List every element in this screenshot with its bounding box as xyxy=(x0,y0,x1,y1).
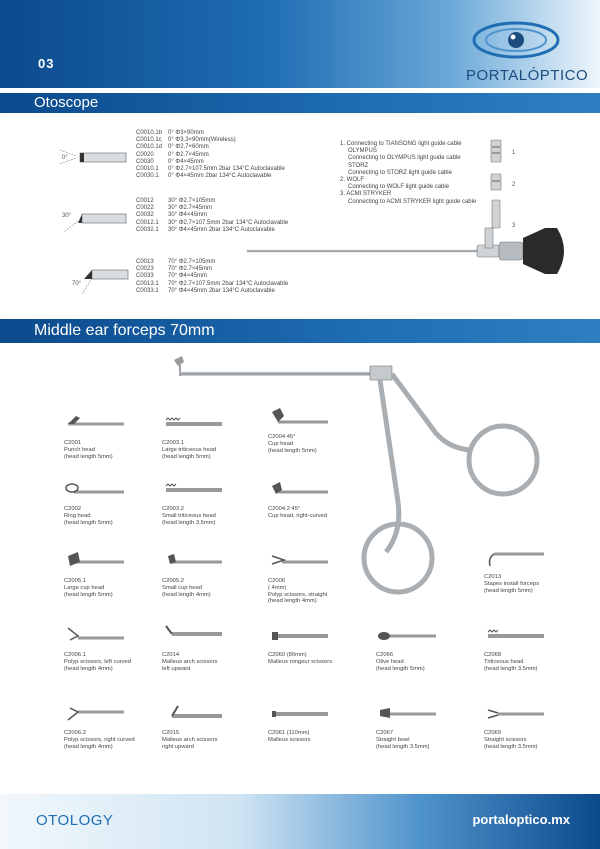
spec-line: C0010.1c 0° Φ3.3×90mm(Wireless) xyxy=(136,137,236,144)
spec-line: C0013 70° Φ2.7×105mm xyxy=(136,259,216,265)
page-footer xyxy=(0,794,600,849)
olive-head-forceps-icon xyxy=(376,622,438,648)
angle-70-label: 70° xyxy=(72,281,82,287)
spec-line: C0010.1d 0° Φ2.7×60mm xyxy=(136,144,209,151)
ring-head-forceps-icon xyxy=(64,476,126,502)
large-cup-forceps-icon xyxy=(64,548,126,574)
spec-line: C0012 30° Φ2.7×105mm xyxy=(136,198,216,204)
spec-line: C0010.1 0° Φ2.7×107.5mm 2bar 134°C Autoclavable xyxy=(136,166,285,173)
forceps-item: C2067 Straight bowl (head length 3.5mm) xyxy=(376,700,486,750)
small-triticeous-forceps-icon xyxy=(162,476,224,502)
connector-list: 1. Connecting to TIANSONG light guide cable OLYMPUS Connecting to OLYMPUS light guide cable STORZ Connecting to STORZ light guide cable 2. WOLF Connecting to WOLF light guide cable 3. ACMI STRYKER Connecting to ACMI STRYKER light guide cable xyxy=(340,141,477,205)
forceps-item: C2003.2 Small triticeous head (head length 3.5mm) xyxy=(162,476,272,526)
straight-bowl-forceps-icon xyxy=(376,700,438,726)
forceps-item: C2003.1 Large triticeous head (head length 5mm) xyxy=(162,410,272,460)
small-cup-forceps-icon xyxy=(162,548,224,574)
spec-line: C0030 0° Φ4×45mm xyxy=(136,158,204,165)
forceps-item: C2060 (80mm) Malleus rongeur scissors xyxy=(268,622,378,666)
spec-line: C0033.1 70° Φ4×45mm 2bar 134°C Autoclavable xyxy=(136,287,275,294)
forceps-item: C2061 (110mm) Malleus scissors xyxy=(268,700,378,744)
malleus-rongeur-icon xyxy=(268,622,330,648)
forceps-item: C2015 Malleus arch scissors right upward xyxy=(162,700,272,750)
polyp-scissors-left-icon xyxy=(64,622,126,648)
forceps-item: C2066 Olive head (head length 5mm) xyxy=(376,622,486,672)
spec-line: C0033 70° Φ4×45mm xyxy=(136,273,208,280)
spec-line: C0013.1 70° Φ2.7×107.5mm 2bar 134°C Autoclavable xyxy=(136,280,289,287)
forceps-item: C2069 Straight scissors (head length 3.5mm) xyxy=(484,700,594,750)
forceps-item: C2004.2 45° Cup head, right-curved xyxy=(268,476,378,520)
forceps-item: C2001 Punch head (head length 5mm) xyxy=(64,410,174,460)
forceps-section-title: Middle ear forceps 70mm xyxy=(0,319,600,343)
connector-number-2: 2 xyxy=(512,182,516,188)
forceps-item: C2005.1 Large cup head (head length 5mm) xyxy=(64,548,174,598)
forceps-item: C2006.1 Polyp scissors, left curved (head length 4mm) xyxy=(64,622,174,672)
stapes-forceps-icon xyxy=(484,544,546,570)
forceps-item: C2006.2 Polyp scissors, right curved (head length 4mm) xyxy=(64,700,174,750)
spec-line: C0022 30° Φ2.7×45mm xyxy=(136,205,213,212)
otoscope-telescope-image xyxy=(245,220,575,280)
polyp-scissors-straight-icon xyxy=(268,548,330,574)
straight-scissors-icon xyxy=(484,700,546,726)
scope-0-degree-icon xyxy=(58,140,128,176)
forceps-item: C2002 Ring head (head length 5mm) xyxy=(64,476,174,526)
cup-head-right-curved-icon xyxy=(268,476,330,502)
eye-logo-icon xyxy=(470,20,562,60)
forceps-item: C2068 Triticeous head (head length 3.5mm) xyxy=(484,622,594,672)
spec-line: C0030.1 0° Φ4×45mm 2bar 134°C Autoclavable xyxy=(136,173,272,180)
cup-head-forceps-icon xyxy=(268,404,330,430)
forceps-item: C2014 Malleus arch scissors left upward xyxy=(162,622,272,672)
punch-head-forceps-icon xyxy=(64,410,126,436)
forceps-item: C2006 ( 4mm) Polyp scissors, straight (head length 4mm) xyxy=(268,548,378,605)
polyp-scissors-right-icon xyxy=(64,700,126,726)
spec-line: C0012.1 30° Φ2.7×107.5mm 2bar 134°C Autoclavable xyxy=(136,219,289,226)
triticeous-head-forceps-icon xyxy=(162,410,224,436)
malleus-arch-right-icon xyxy=(162,700,224,726)
spec-line: C0032 30° Φ4×45mm xyxy=(136,212,208,219)
footer-category: OTOLOGY xyxy=(36,812,114,829)
malleus-arch-left-icon xyxy=(162,622,224,648)
spec-line: C0020 0° Φ2.7×45mm xyxy=(136,151,209,158)
forceps-item: C2005.2 Small cup head (head length 4mm) xyxy=(162,548,272,598)
spec-line: C0032.1 30° Φ4×45mm 2bar 134°C Autoclavable xyxy=(136,226,275,233)
otoscope-section-title: Otoscope xyxy=(0,93,600,113)
page-number: 03 xyxy=(38,56,55,71)
triticeous-head-icon xyxy=(484,622,546,648)
spec-line: C0010.1b 0° Φ3×90mm xyxy=(136,130,204,136)
connector-number-1: 1 xyxy=(512,150,516,156)
forceps-item: C2013 Stapes install forceps (head length 5mm) xyxy=(484,544,594,594)
spec-line: C0023 70° Φ2.7×45mm xyxy=(136,266,213,273)
spec-group-0 xyxy=(136,130,285,180)
scope-70-degree-icon xyxy=(70,262,130,298)
brand-name: PORTALÓPTICO xyxy=(466,67,589,84)
connector-number-3: 3 xyxy=(512,223,516,229)
malleus-scissors-icon xyxy=(268,700,330,726)
brand-logo xyxy=(466,20,589,84)
footer-website-link[interactable]: portaloptico.mx xyxy=(472,812,570,827)
angle-0-label: 0° xyxy=(62,155,68,161)
forceps-item: C2004 45° Cup head (head length 5mm) xyxy=(268,404,378,454)
angle-30-label: 30° xyxy=(62,213,72,219)
scope-30-degree-icon xyxy=(58,204,128,240)
